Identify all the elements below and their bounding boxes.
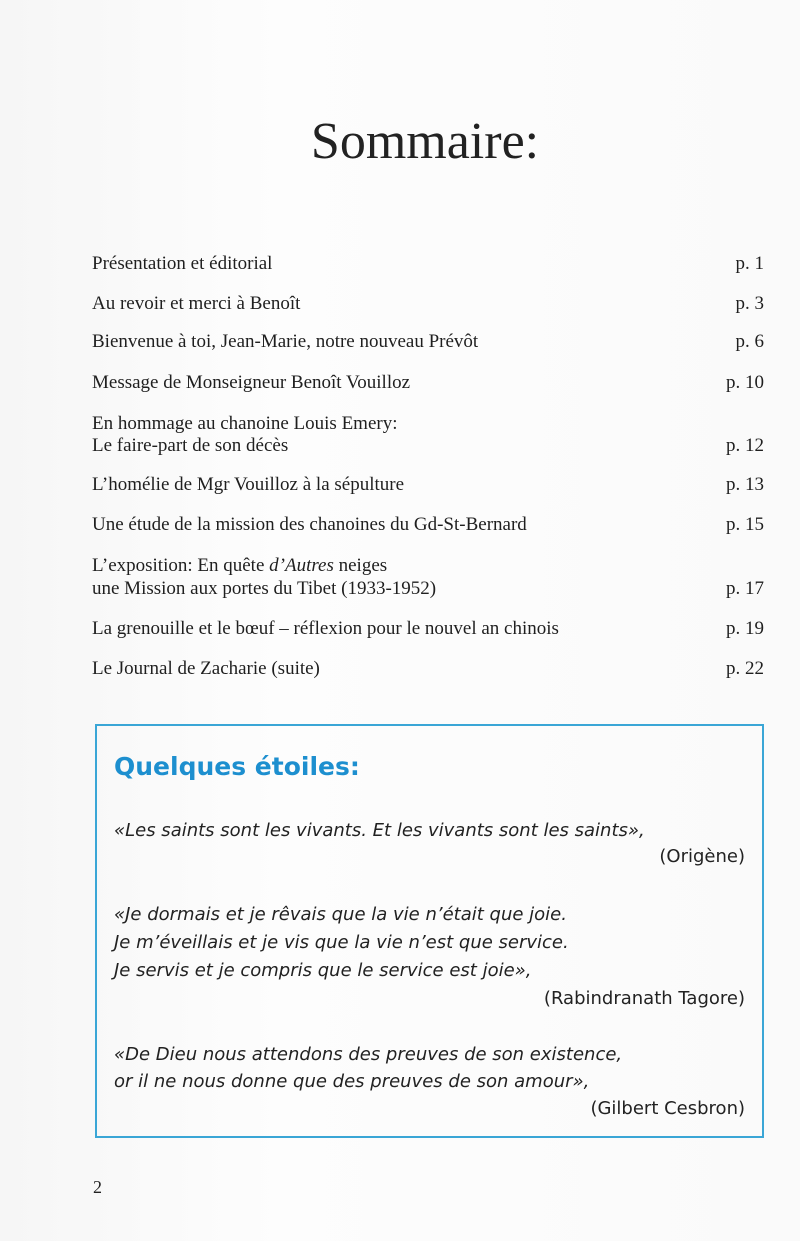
quotes-heading: Quelques étoiles: (114, 752, 360, 781)
quote-line: Je m’éveillais et je vis que la vie n’est que service. (114, 932, 569, 953)
toc-entry-title: La grenouille et le bœuf – réflexion pour le nouvel an chinois (92, 618, 559, 639)
toc-entry-title: Au revoir et merci à Benoît (92, 293, 301, 314)
quote-author: (Gilbert Cesbron) (590, 1098, 745, 1119)
quote-line: or il ne nous donne que des preuves de son amour», (114, 1071, 590, 1092)
toc-entry-title-line1: En hommage au chanoine Louis Emery: (92, 413, 398, 434)
toc-entry-page: p. 12 (726, 435, 764, 456)
toc-entry-title: L’homélie de Mgr Vouilloz à la sépulture (92, 474, 405, 495)
quote-line: «Les saints sont les vivants. Et les vivants sont les saints», (114, 820, 645, 841)
page-number: 2 (93, 1177, 102, 1197)
toc-entry-page: p. 13 (726, 474, 764, 495)
toc-entry-page: p. 10 (726, 372, 764, 393)
quote-line: Je servis et je compris que le service est joie», (114, 960, 532, 981)
toc-entry-page: p. 22 (726, 658, 764, 679)
quote-line: «De Dieu nous attendons des preuves de son existence, (114, 1044, 623, 1065)
toc-entry-page: p. 19 (726, 618, 764, 639)
toc-entry-page: p. 17 (726, 578, 764, 599)
toc-entry-page: p. 3 (735, 293, 764, 314)
quote-author: (Rabindranath Tagore) (543, 988, 745, 1009)
page-title: Sommaire: (310, 113, 540, 170)
toc-entry-title: Bienvenue à toi, Jean-Marie, notre nouveau Prévôt (92, 331, 479, 352)
toc-entry-title: Une étude de la mission des chanoines du Gd-St-Bernard (92, 514, 527, 535)
toc-entry-title: Le Journal de Zacharie (suite) (92, 658, 320, 679)
quotes-box (95, 724, 764, 1138)
quote-author: (Origène) (659, 846, 745, 867)
toc-entry-page: p. 1 (735, 253, 764, 274)
toc-entry-title-line2: Le faire-part de son décès (92, 435, 289, 456)
toc-entry-title: Message de Monseigneur Benoît Vouilloz (92, 372, 411, 393)
toc-entry-title-line1: L’exposition: En quête d’Autres neiges (92, 555, 388, 576)
toc-entry-page: p. 15 (726, 514, 764, 535)
toc-entry-page: p. 6 (735, 331, 764, 352)
toc-entry-title-line2: une Mission aux portes du Tibet (1933-1952) (92, 578, 437, 599)
toc-entry-title: Présentation et éditorial (92, 253, 273, 274)
quote-line: «Je dormais et je rêvais que la vie n’était que joie. (114, 904, 567, 925)
